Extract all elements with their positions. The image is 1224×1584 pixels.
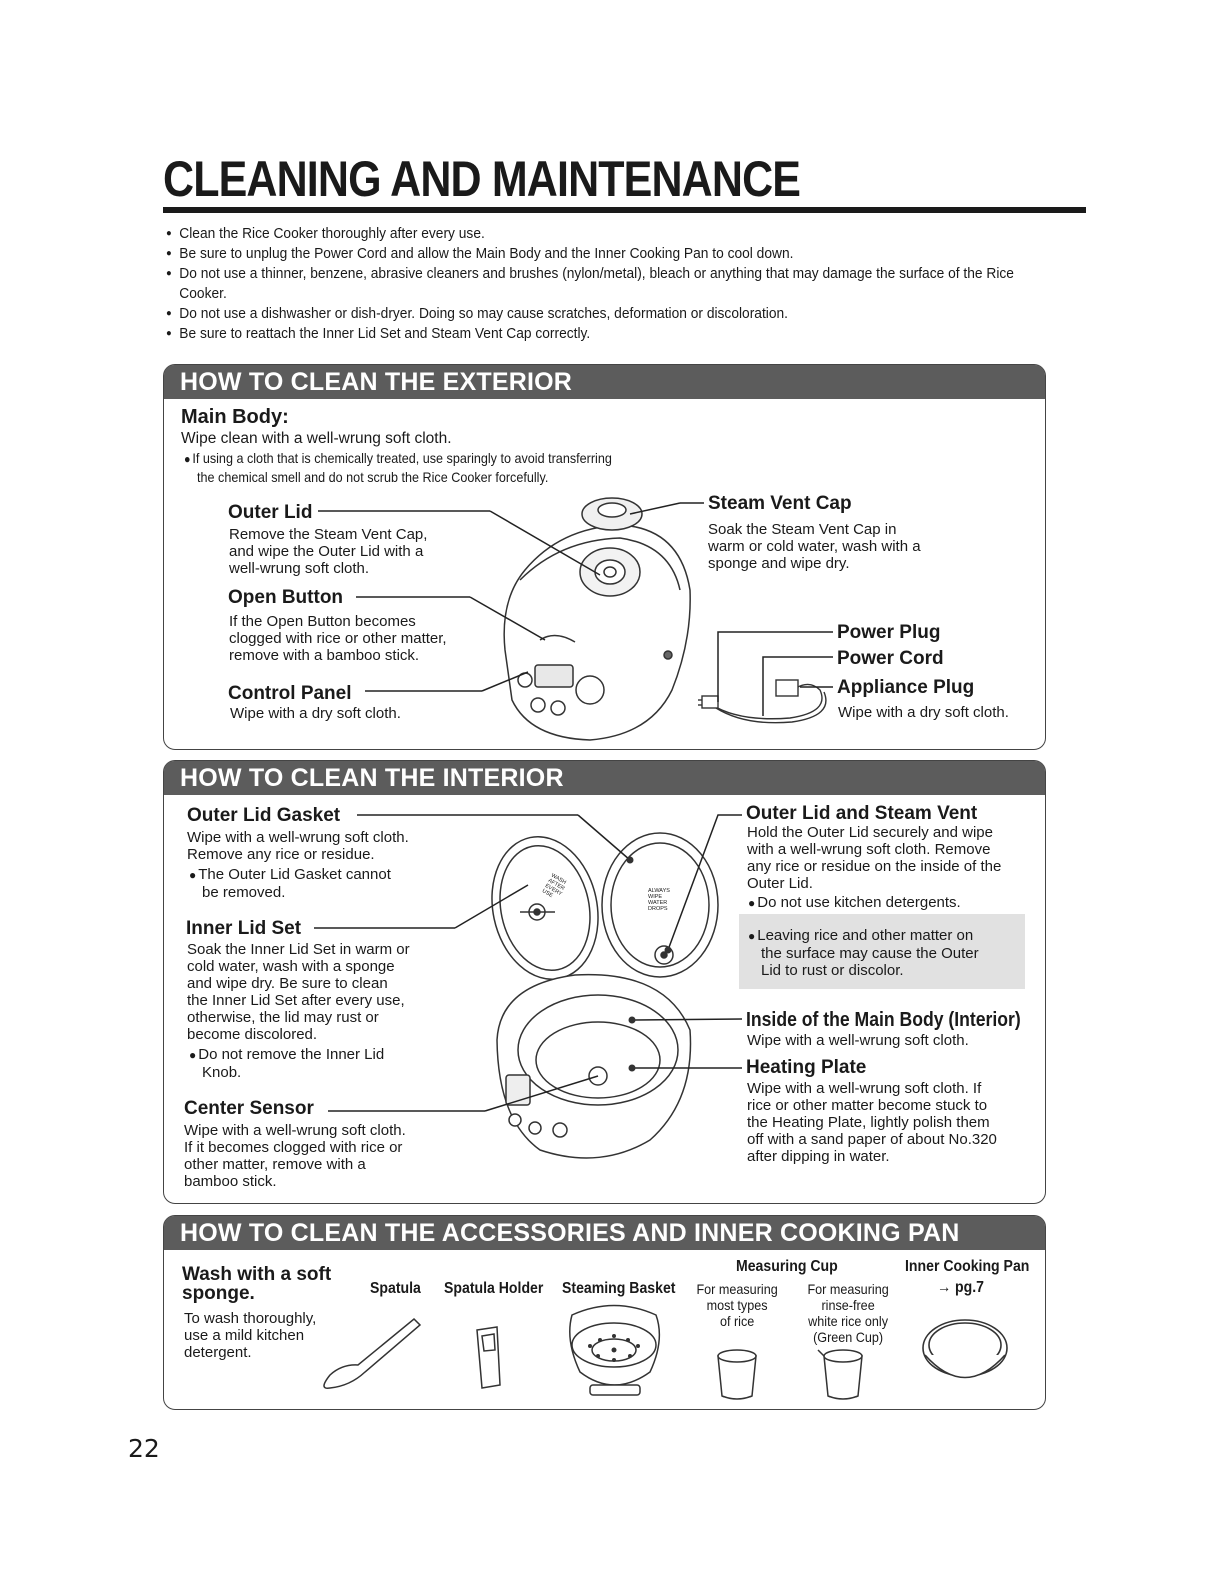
inner-cooking-pan-ref: → pg.7 xyxy=(937,1279,984,1296)
power-cord-label: Power Cord xyxy=(837,648,944,669)
appliance-plug-text: Wipe with a dry soft cloth. xyxy=(838,704,1009,721)
main-body-note-cont: the chemical smell and do not scrub the Rice Cooker forcefully. xyxy=(197,469,549,485)
outer-lid-steam-vent-note: ● Do not use kitchen detergents. xyxy=(748,894,961,912)
spatula-illustration xyxy=(324,1319,420,1388)
gasket-text: Wipe with a well-wrung soft cloth. Remove any rice or residue. xyxy=(187,829,409,863)
intro-bullet: ● Do not use a thinner, benzene, abrasive cleaners and brushes (nylon/metal), bleach or anything that may damage the surface of the Rice Cooker. xyxy=(166,264,1063,304)
lid-print: WASH AFTER EVERY USE xyxy=(540,872,567,900)
intro-bullet: ● Be sure to unplug the Power Cord and allow the Main Body and the Inner Cooking Pan to cool down. xyxy=(166,244,1021,264)
center-sensor-text: Wipe with a well-wrung soft cloth. If it becomes clogged with rice or other matter, remove with a bamboo stick. xyxy=(184,1122,406,1190)
steam-vent-cap-label: Steam Vent Cap xyxy=(708,493,852,514)
interior-header: HOW TO CLEAN THE INTERIOR xyxy=(164,761,1045,795)
inner-cooking-pan-illustration xyxy=(923,1320,1007,1378)
steam-vent-cap-text: Soak the Steam Vent Cap in warm or cold water, wash with a sponge and wipe dry. xyxy=(708,521,921,572)
inner-lid-text: Soak the Inner Lid Set in warm or cold water, wash with a sponge and wipe dry. Be sure to clean the Inner Lid Set after every use, otherwise, the lid may rust or become discolored. xyxy=(187,941,410,1043)
open-button-text: If the Open Button becomes clogged with rice or other matter, remove with a bamboo stick. xyxy=(229,613,447,664)
measuring-cup-illustration xyxy=(718,1350,756,1399)
center-sensor-label: Center Sensor xyxy=(184,1098,314,1119)
appliance-plug-label: Appliance Plug xyxy=(837,677,975,698)
inner-lid-label: Inner Lid Set xyxy=(186,918,302,939)
lid-print: ALWAYS WIPE WATER DROPS xyxy=(648,888,670,912)
inner-cooking-pan-label: Inner Cooking Pan xyxy=(905,1258,1030,1275)
spatula-holder-label: Spatula Holder xyxy=(444,1280,544,1297)
spatula-label: Spatula xyxy=(370,1280,421,1297)
page-number: 22 xyxy=(128,1434,160,1463)
heating-plate-text: Wipe with a well-wrung soft cloth. If rice or other matter become stuck to the Heating Plate, lightly polish them off with a sand paper of about No.320 after dipping in water. xyxy=(747,1080,997,1165)
measuring-cup-label: Measuring Cup xyxy=(736,1258,838,1275)
intro-bullet: ● Clean the Rice Cooker thoroughly after every use. xyxy=(166,224,1021,244)
steaming-basket-label: Steaming Basket xyxy=(562,1280,676,1297)
inside-main-body-label: Inside of the Main Body (Interior) xyxy=(746,1009,1021,1031)
gasket-label: Outer Lid Gasket xyxy=(187,805,341,826)
exterior-header: HOW TO CLEAN THE EXTERIOR xyxy=(164,365,1045,399)
green-cup-note: For measuring rinse-free white rice only (Green Cup) xyxy=(807,1281,889,1345)
spatula-holder-illustration xyxy=(477,1327,500,1388)
heating-plate-label: Heating Plate xyxy=(746,1057,867,1078)
page-title: CLEANING AND MAINTENANCE xyxy=(163,151,801,207)
gasket-note: ● The Outer Lid Gasket cannot be removed. xyxy=(189,866,391,901)
outer-lid-label: Outer Lid xyxy=(228,502,313,523)
main-body-note: ● If using a cloth that is chemically treated, use sparingly to avoid transferring xyxy=(184,450,612,466)
outer-lid-text: Remove the Steam Vent Cap, and wipe the Outer Lid with a well-wrung soft cloth. xyxy=(229,526,428,577)
power-plug-label: Power Plug xyxy=(837,622,941,643)
intro-bullet: ● Be sure to reattach the Inner Lid Set and Steam Vent Cap correctly. xyxy=(166,324,1021,344)
warning-text: ● Leaving rice and other matter on the surface may cause the Outer Lid to rust or discolor. xyxy=(748,927,979,979)
inside-main-body-text: Wipe with a well-wrung soft cloth. xyxy=(747,1032,969,1049)
outer-lid-steam-vent-text: Hold the Outer Lid securely and wipe with a well-wrung soft cloth. Remove any rice or residue on the inside of the Outer Lid. xyxy=(747,824,1002,892)
green-cup-illustration xyxy=(818,1350,862,1399)
open-button-label: Open Button xyxy=(228,587,344,608)
steaming-basket-illustration xyxy=(570,1306,660,1396)
inner-lid-note: ● Do not remove the Inner Lid Knob. xyxy=(189,1046,384,1081)
wash-text: To wash thoroughly, use a mild kitchen detergent. xyxy=(184,1310,317,1361)
measuring-cup-note: For measuring most types of rice xyxy=(696,1281,778,1329)
wash-label: Wash with a soft sponge. xyxy=(182,1264,332,1304)
main-body-text: Wipe clean with a well-wrung soft cloth. xyxy=(181,430,452,447)
outer-lid-steam-vent-label: Outer Lid and Steam Vent xyxy=(746,803,978,824)
control-panel-text: Wipe with a dry soft cloth. xyxy=(230,705,401,722)
accessories-header: HOW TO CLEAN THE ACCESSORIES AND INNER COOKING PAN xyxy=(164,1216,1045,1250)
main-body-label: Main Body: xyxy=(181,406,289,428)
control-panel-label: Control Panel xyxy=(228,683,352,704)
intro-bullet: ● Do not use a dishwasher or dish-dryer. Doing so may cause scratches, deformation or discoloration. xyxy=(166,304,1021,324)
